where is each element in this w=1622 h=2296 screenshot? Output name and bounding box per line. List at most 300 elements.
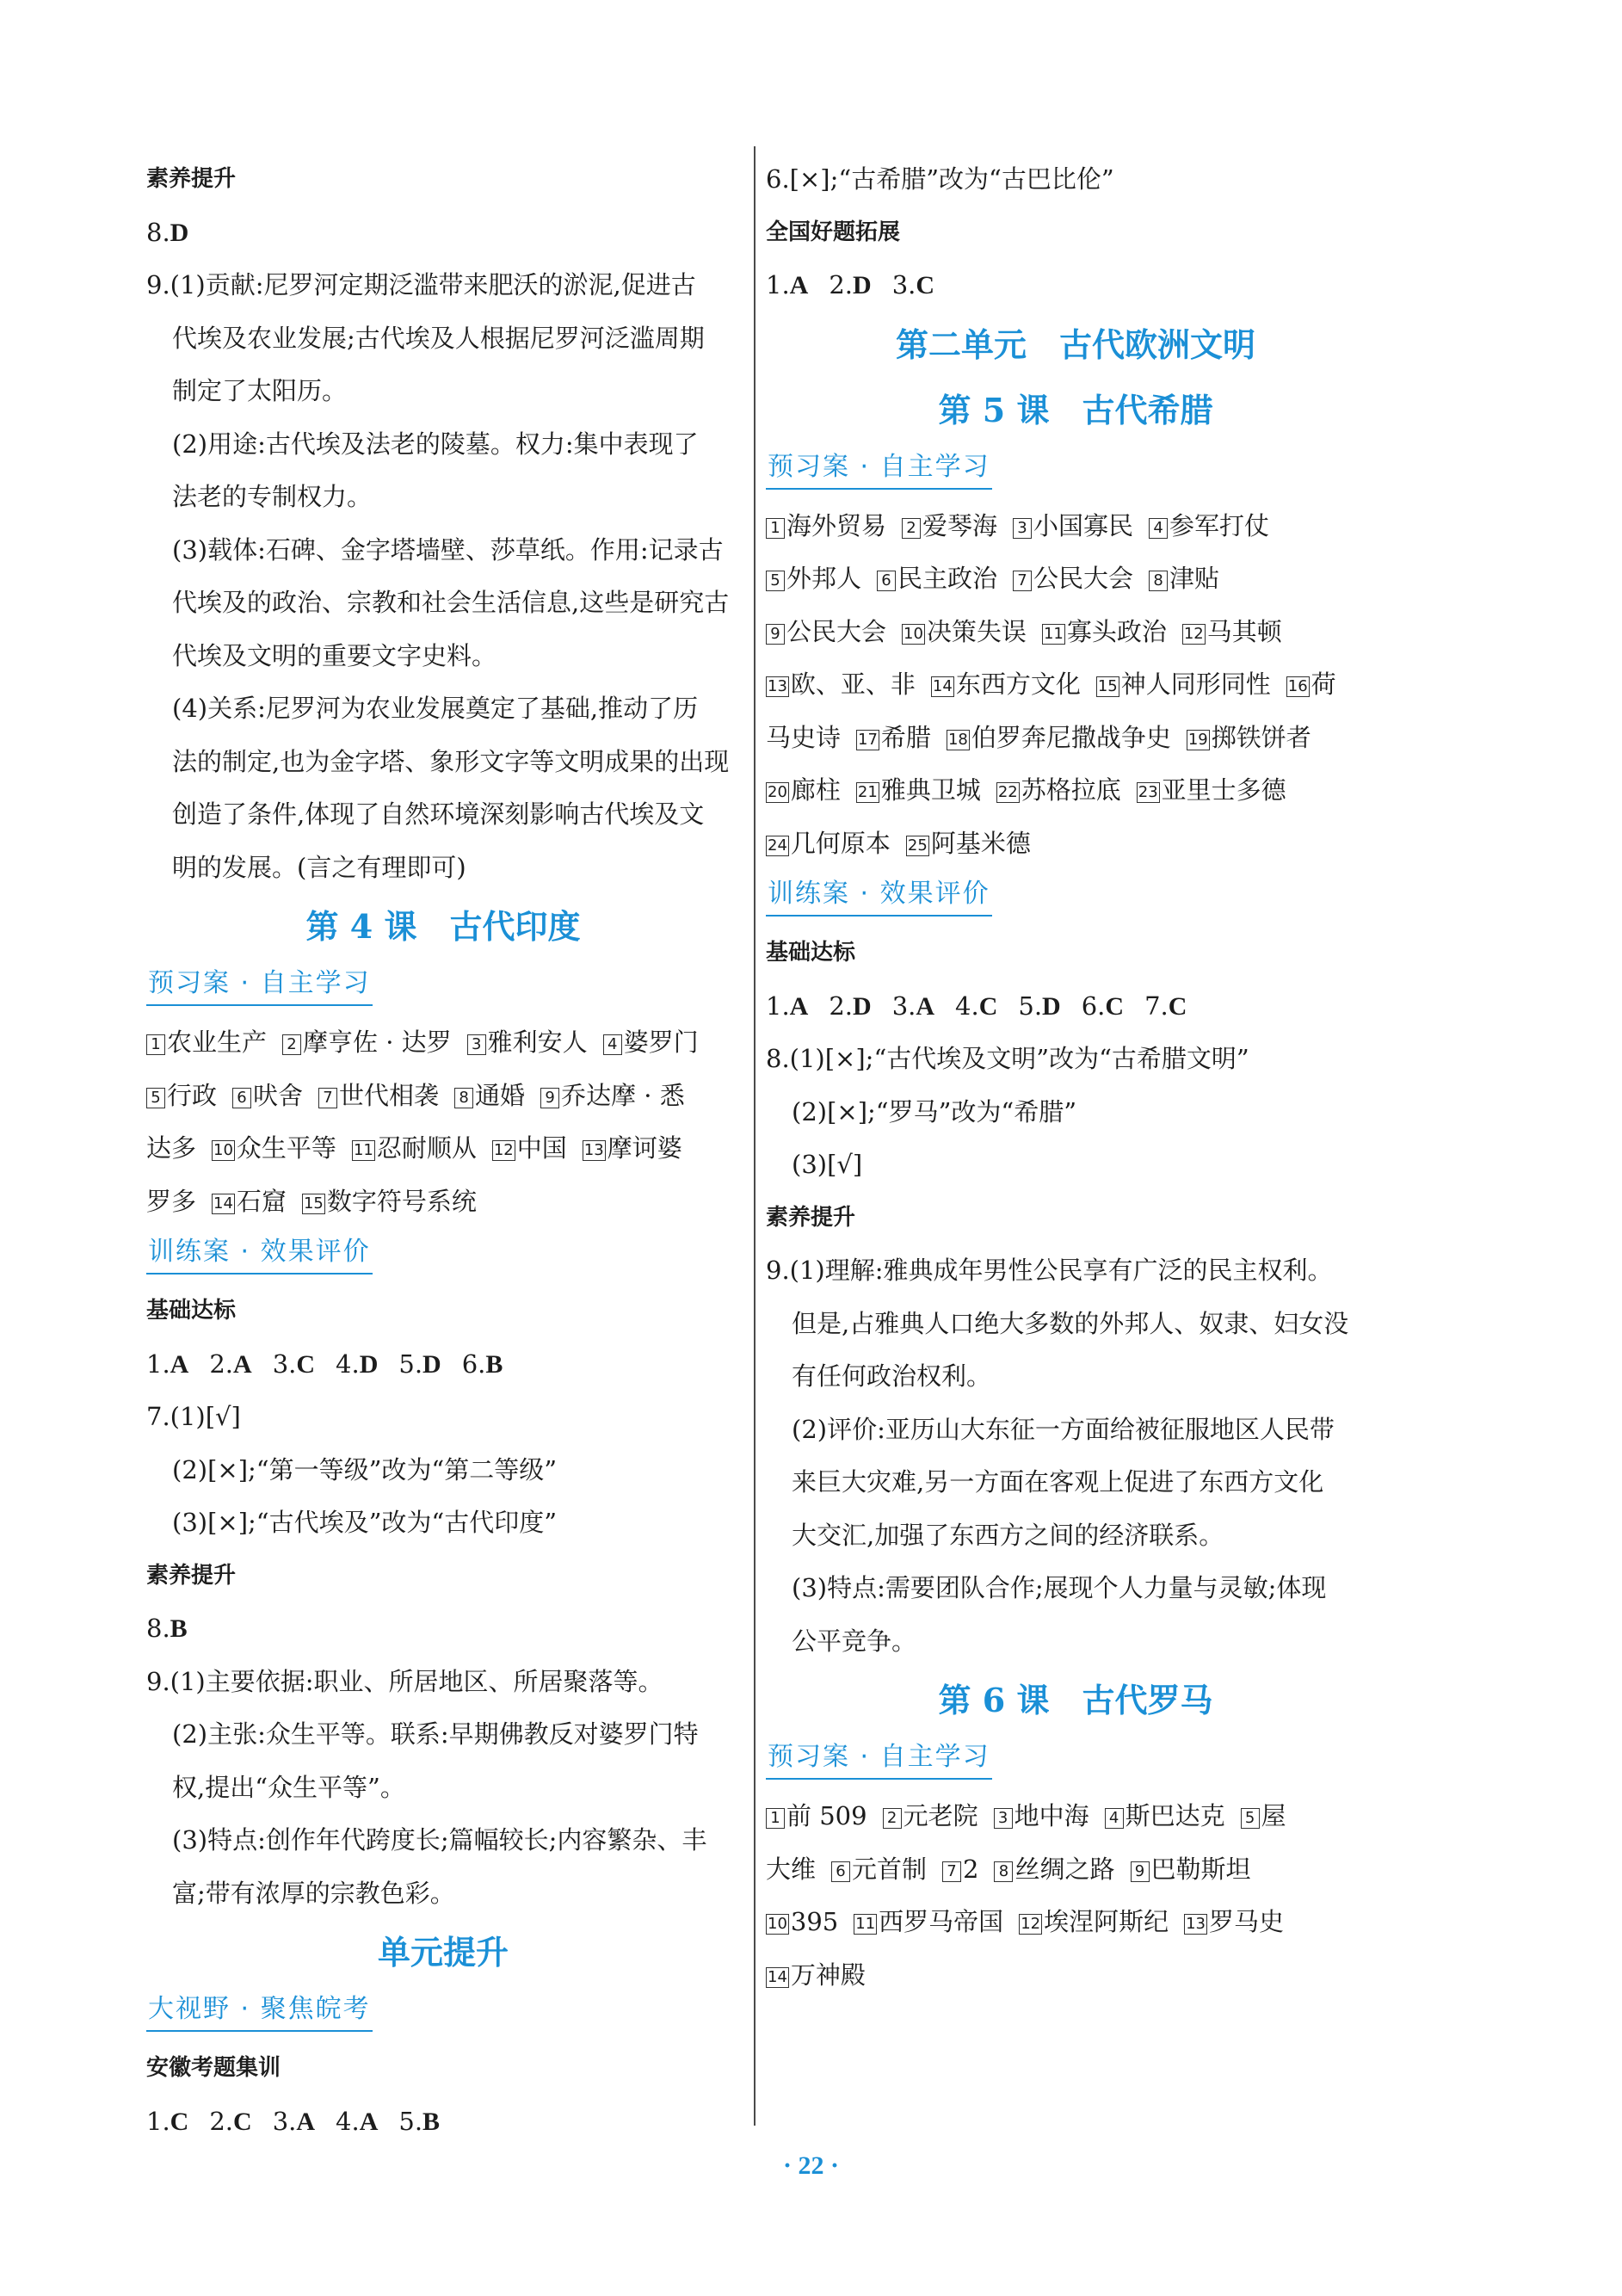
answer-line: 创造了条件,体现了自然环境深刻影响古代埃及文 <box>172 799 705 829</box>
answer-choice: B <box>485 1349 503 1379</box>
answer-line: 法的制定,也为金字塔、象形文字等文明成果的出现 <box>172 746 730 776</box>
answer-number: 7. <box>1144 991 1169 1021</box>
term-number-box: 2 <box>902 518 921 539</box>
term-item <box>467 1028 588 1057</box>
term-number-box: 6 <box>877 571 896 591</box>
subsection-heading: 基础达标 <box>766 940 856 966</box>
term-text: 摩诃婆 <box>607 1133 682 1163</box>
answer-line: 代埃及农业发展;古代埃及人根据尼罗河泛滥周期 <box>172 323 705 353</box>
answer-line: (3)特点:创作年代跨度长;篇幅较长;内容繁杂、丰 <box>172 1825 707 1855</box>
term-item <box>603 1028 699 1057</box>
answer-number: 3. <box>272 2106 297 2136</box>
answer-line: 法老的专制权力。 <box>172 482 373 511</box>
answer-item <box>892 980 934 1034</box>
answer-number: 5. <box>398 2106 423 2136</box>
answer-line: 来巨大灾难,另一方面在客观上促进了东西方文化 <box>792 1467 1324 1497</box>
answer-choice: C <box>233 2107 252 2136</box>
term-number-box: 6 <box>831 1861 850 1882</box>
answer-choice: D <box>853 271 872 299</box>
answer-item <box>892 259 934 312</box>
term-item <box>942 1855 978 1884</box>
term-item <box>232 1081 303 1110</box>
term-text: 小国寡民 <box>1033 510 1134 540</box>
term-number-box: 1 <box>766 1808 785 1829</box>
term-item <box>766 1960 866 1990</box>
terms-row <box>766 552 1385 606</box>
term-number-box: 4 <box>1105 1808 1124 1829</box>
answer-line: 7.(1)[√] <box>146 1402 241 1431</box>
term-number-box: 23 <box>1138 783 1158 801</box>
answer-line: 代埃及的政治、宗教和社会生活信息,这些是研究古 <box>172 588 730 617</box>
term-item <box>906 829 1031 858</box>
answer-line: (3)特点:需要团队合作;展现个人力量与灵敏;体现 <box>792 1573 1327 1602</box>
answer-choice: D <box>170 218 189 247</box>
term-number-box: 7 <box>1013 571 1032 591</box>
term-text: 斯巴达克 <box>1125 1801 1225 1830</box>
term-number-box: 3 <box>994 1808 1013 1829</box>
term-item <box>766 617 886 646</box>
term-number-box: 22 <box>997 783 1018 801</box>
term-text: 395 <box>790 1907 839 1936</box>
answer-line: 富;带有浓厚的宗教色彩。 <box>172 1878 455 1908</box>
subsection-heading: 素养提升 <box>766 1204 856 1231</box>
term-text: 马其顿 <box>1206 616 1282 646</box>
section-heading-label: 训练案 · 效果评价 <box>766 873 992 917</box>
term-text: 丝绸之路 <box>1015 1854 1115 1884</box>
terms-row <box>766 764 1385 818</box>
answer-item <box>829 980 871 1034</box>
choice-answers <box>146 2095 740 2149</box>
answer-item <box>1144 980 1187 1034</box>
term-number-box: 14 <box>213 1194 233 1213</box>
terms-row <box>766 500 1385 553</box>
term-number-box: 12 <box>1021 1915 1041 1933</box>
section-heading-label: 大视野 · 聚焦皖考 <box>146 1989 373 2032</box>
term-item <box>212 1187 287 1216</box>
term-item <box>1105 1801 1225 1830</box>
answer-choice: C <box>1105 991 1125 1021</box>
term-text: 廊柱 <box>790 775 841 805</box>
term-item <box>766 829 891 858</box>
answer-line: 9.(1)理解:雅典成年男性公民享有广泛的民主权利。 <box>766 1256 1333 1285</box>
answer-number: 3. <box>891 270 916 299</box>
section-heading-label: 训练案 · 效果评价 <box>146 1231 373 1275</box>
answer-line: 但是,占雅典人口绝大多数的外邦人、奴隶、妇女没 <box>792 1308 1349 1338</box>
section-heading-label: 预习案 · 自主学习 <box>766 447 992 490</box>
term-text: 吠舍 <box>253 1080 304 1110</box>
answer-number: 1. <box>766 991 790 1021</box>
left-column <box>146 153 740 2148</box>
answer-number: 3. <box>272 1349 297 1379</box>
choice-answers <box>766 259 1385 312</box>
answer-choice: C <box>170 2107 189 2136</box>
answer-item <box>336 2095 378 2149</box>
term-item <box>1013 564 1133 593</box>
term-number-box: 9 <box>1131 1861 1150 1882</box>
answer-choice: D <box>422 1349 441 1379</box>
term-number-box: 9 <box>540 1088 559 1108</box>
answer-line: (2)主张:众生平等。联系:早期佛教反对婆罗门特 <box>172 1719 699 1749</box>
term-text: 荷 <box>1311 670 1336 699</box>
term-item <box>877 564 997 593</box>
answer-item <box>146 1338 188 1392</box>
term-text: 乔达摩 · 悉 <box>561 1080 685 1110</box>
lesson-title: 第 5 课 古代希腊 <box>938 390 1213 429</box>
answer-item <box>336 1338 378 1392</box>
answer-line: 有任何政治权利。 <box>792 1361 992 1391</box>
answer-line: 制定了太阳历。 <box>172 376 348 405</box>
terms-row <box>766 1896 1385 1949</box>
answer-number: 4. <box>336 2106 360 2136</box>
right-column <box>766 153 1385 2002</box>
subsection-heading: 全国好题拓展 <box>766 219 901 245</box>
term-number-box: 18 <box>947 730 968 749</box>
answer-line: 公平竞争。 <box>792 1626 917 1656</box>
term-number-box: 21 <box>857 783 878 801</box>
answer-number: 1. <box>766 270 790 299</box>
lesson-title: 第 6 课 古代罗马 <box>938 1681 1213 1719</box>
term-item <box>1149 564 1219 593</box>
term-item <box>947 723 1171 752</box>
term-text: 掷铁饼者 <box>1211 722 1311 752</box>
term-text: 西罗马帝国 <box>879 1907 1004 1936</box>
section-heading <box>766 870 1385 927</box>
term-number-box: 4 <box>603 1034 622 1055</box>
term-number-box: 1 <box>766 518 785 539</box>
answer-number: 5. <box>1018 991 1043 1021</box>
term-text: 希腊 <box>880 722 931 752</box>
section-heading <box>146 1985 740 2042</box>
term-number-box: 3 <box>1013 518 1032 539</box>
answer-choice: B <box>422 2107 441 2136</box>
term-text: 几何原本 <box>790 828 891 858</box>
terms-row <box>766 1790 1385 1843</box>
answer-line: 明的发展。(言之有理即可) <box>172 852 466 882</box>
term-text: 地中海 <box>1014 1801 1089 1830</box>
term-item <box>931 670 1081 699</box>
term-item <box>766 511 886 540</box>
answer-choice: A <box>359 2107 379 2136</box>
term-number-box: 20 <box>768 783 787 801</box>
term-text: 雅利安人 <box>487 1028 588 1057</box>
term-item <box>883 1801 978 1830</box>
answer-item <box>273 2095 315 2149</box>
term-item <box>766 1801 867 1830</box>
answer-choice: A <box>916 991 935 1021</box>
section-heading <box>146 1228 740 1285</box>
term-text: 外邦人 <box>786 564 862 593</box>
section-heading-label: 预习案 · 自主学习 <box>766 1737 992 1780</box>
answer-item <box>766 980 808 1034</box>
answer-item <box>146 207 188 260</box>
term-text: 中国 <box>516 1133 567 1163</box>
term-item <box>282 1028 452 1057</box>
terms-row <box>766 1949 1385 2003</box>
term-item <box>1286 670 1336 699</box>
answer-item <box>462 1338 503 1392</box>
term-item <box>540 1081 685 1110</box>
answer-number: 6. <box>1081 991 1106 1021</box>
term-number-box: 15 <box>303 1194 324 1213</box>
term-text: 元首制 <box>852 1854 928 1884</box>
answer-number: 4. <box>336 1349 360 1379</box>
answer-item <box>398 2095 440 2149</box>
term-item <box>766 564 861 593</box>
subsection-heading: 基础达标 <box>146 1298 237 1324</box>
answer-choice: D <box>1042 991 1061 1021</box>
answer-choice: A <box>170 1349 189 1379</box>
column-divider <box>754 146 755 2126</box>
term-number-box: 12 <box>1183 624 1204 643</box>
term-text: 世代相袭 <box>339 1080 440 1110</box>
term-text: 阿基米德 <box>930 828 1031 858</box>
term-number-box: 8 <box>1149 571 1168 591</box>
term-number-box: 13 <box>1186 1915 1206 1933</box>
answer-item <box>1082 980 1124 1034</box>
answer-line: 9.(1)贡献:尼罗河定期泛滥带来肥沃的淤泥,促进古 <box>146 270 696 299</box>
terms-row <box>146 1122 740 1176</box>
subsection-heading: 安徽考题集训 <box>146 2055 281 2081</box>
term-item <box>352 1133 477 1163</box>
answer-number: 1. <box>146 1349 170 1379</box>
answer-line: 权,提出“众生平等”。 <box>172 1772 405 1802</box>
term-text: 雅典卫城 <box>880 775 981 805</box>
answer-line: 9.(1)主要依据:职业、所居地区、所居聚落等。 <box>146 1666 663 1696</box>
term-item <box>766 775 841 805</box>
term-text: 数字符号系统 <box>326 1186 477 1216</box>
term-item <box>1137 775 1286 805</box>
answer-line: (4)关系:尼罗河为农业发展奠定了基础,推动了历 <box>172 694 699 723</box>
answer-item <box>209 1338 251 1392</box>
term-item <box>1149 511 1269 540</box>
term-text: 公民大会 <box>1033 564 1134 593</box>
subsection-heading: 素养提升 <box>146 166 237 192</box>
answer-number: 6. <box>461 1349 486 1379</box>
choice-answers <box>146 1602 740 1656</box>
term-text: 众生平等 <box>236 1133 336 1163</box>
answer-number: 2. <box>829 991 854 1021</box>
term-number-box: 17 <box>858 730 878 749</box>
answer-choice: D <box>359 1349 379 1379</box>
answer-line: (3)载体:石碑、金字塔墙壁、莎草纸。作用:记录古 <box>172 534 724 565</box>
term-item <box>1184 1907 1284 1936</box>
term-text: 苏格拉底 <box>1021 775 1121 805</box>
term-text: 忍耐顺从 <box>376 1133 477 1163</box>
term-text: 罗马史 <box>1209 1907 1285 1936</box>
answer-line: 8.(1)[×];“古代埃及文明”改为“古希腊文明” <box>766 1044 1249 1073</box>
answer-choice: B <box>170 1614 188 1643</box>
term-item <box>902 617 1027 646</box>
answer-choice: A <box>789 271 809 299</box>
term-item <box>492 1133 567 1163</box>
term-number-box: 24 <box>768 836 787 855</box>
answer-number: 3. <box>891 991 916 1021</box>
term-text: 婆罗门 <box>623 1028 699 1057</box>
term-text: 民主政治 <box>897 564 998 593</box>
answer-line: 大交汇,加强了东西方之间的经济联系。 <box>792 1520 1224 1550</box>
answer-number: 2. <box>209 2106 234 2136</box>
term-item <box>1187 723 1311 752</box>
answer-number: 8. <box>146 1614 170 1643</box>
answer-item <box>146 2095 188 2149</box>
term-text: 决策失误 <box>926 616 1027 646</box>
term-number-box: 13 <box>768 677 787 695</box>
answer-number: 8. <box>146 217 170 247</box>
term-item <box>1042 617 1167 646</box>
term-number-box: 7 <box>318 1088 337 1108</box>
answer-item <box>955 980 997 1034</box>
section-heading <box>146 960 740 1016</box>
term-number-box: 4 <box>1149 518 1168 539</box>
term-text: 巴勒斯坦 <box>1150 1854 1251 1884</box>
term-item <box>1182 617 1282 646</box>
choice-answers <box>146 207 740 260</box>
term-text: 前 509 <box>786 1801 867 1830</box>
lesson-title: 第 4 课 古代印度 <box>305 907 581 946</box>
answer-line: (3)[×];“古代埃及”改为“古代印度” <box>172 1508 558 1537</box>
term-item <box>302 1187 477 1216</box>
answer-line: (2)[×];“罗马”改为“希腊” <box>792 1096 1077 1126</box>
answer-choice: A <box>296 2107 316 2136</box>
term-item <box>831 1855 927 1884</box>
answer-line: (3)[√] <box>792 1150 863 1179</box>
answer-item <box>209 2095 251 2149</box>
answer-number: 5. <box>398 1349 423 1379</box>
term-number-box: 14 <box>932 677 953 695</box>
term-item <box>766 670 916 699</box>
answer-line: (2)评价:亚历山大东征一方面给被征服地区人民带 <box>792 1414 1335 1444</box>
term-item <box>1096 670 1271 699</box>
term-number-box: 11 <box>353 1141 373 1159</box>
term-text: 寡头政治 <box>1066 616 1167 646</box>
answer-number: 4. <box>955 991 979 1021</box>
answer-choice: C <box>978 991 998 1021</box>
term-number-box: 11 <box>855 1915 876 1933</box>
answer-choice: A <box>233 1349 252 1379</box>
term-item <box>1013 511 1133 540</box>
term-text: 埃涅阿斯纪 <box>1044 1907 1169 1936</box>
term-item <box>766 1907 838 1936</box>
term-text: 海外贸易 <box>786 510 887 540</box>
term-number-box: 5 <box>1241 1808 1260 1829</box>
term-text: 公民大会 <box>786 616 887 646</box>
term-text: 津贴 <box>1169 564 1220 593</box>
term-number-box: 9 <box>766 624 785 645</box>
unit-title: 单元提升 <box>377 1934 509 1972</box>
term-number-box: 19 <box>1187 730 1208 749</box>
term-item <box>856 775 981 805</box>
terms-row <box>146 1176 740 1229</box>
term-number-box: 1 <box>146 1034 165 1055</box>
term-item <box>146 1028 267 1057</box>
term-text: 通婚 <box>475 1080 526 1110</box>
term-continuation: 大维 <box>766 1854 817 1884</box>
term-text: 万神殿 <box>790 1960 866 1990</box>
term-text: 屋 <box>1261 1801 1286 1830</box>
term-text: 东西方文化 <box>955 670 1081 699</box>
term-number-box: 15 <box>1097 677 1118 695</box>
unit-title: 第二单元 古代欧洲文明 <box>895 325 1255 364</box>
term-text: 亚里士多德 <box>1161 775 1286 805</box>
term-continuation: 达多 <box>146 1133 197 1163</box>
term-number-box: 5 <box>766 571 785 591</box>
answer-line: (2)[×];“第一等级”改为“第二等级” <box>172 1454 558 1484</box>
term-item <box>146 1081 217 1110</box>
term-number-box: 13 <box>583 1141 604 1159</box>
term-number-box: 10 <box>768 1915 787 1933</box>
term-number-box: 2 <box>282 1034 301 1055</box>
term-item <box>856 723 931 752</box>
answer-item <box>273 1338 315 1392</box>
term-item <box>854 1907 1003 1936</box>
term-item <box>212 1133 336 1163</box>
term-text: 元老院 <box>903 1801 978 1830</box>
answer-number: 2. <box>209 1349 234 1379</box>
term-number-box: 25 <box>907 836 928 855</box>
term-item <box>994 1855 1114 1884</box>
term-number-box: 14 <box>768 1967 787 1986</box>
term-number-box: 8 <box>994 1861 1013 1882</box>
term-number-box: 2 <box>883 1808 902 1829</box>
term-item <box>996 775 1121 805</box>
answer-line: (2)用途:古代埃及法老的陵墓。权力:集中表现了 <box>172 429 699 459</box>
answer-item <box>766 259 808 312</box>
answer-line: 6.[×];“古希腊”改为“古巴比伦” <box>766 164 1114 194</box>
term-continuation: 马史诗 <box>766 722 842 752</box>
term-text: 摩亨佐 · 达罗 <box>303 1028 452 1057</box>
page-number: · 22 · <box>782 2151 839 2180</box>
terms-row <box>146 1070 740 1123</box>
term-item <box>994 1801 1089 1830</box>
term-text: 石窟 <box>236 1186 287 1216</box>
answer-number: 1. <box>146 2106 170 2136</box>
choice-answers <box>766 980 1385 1034</box>
term-item <box>902 511 997 540</box>
term-item <box>318 1081 439 1110</box>
term-item <box>1241 1801 1286 1830</box>
answer-choice: A <box>789 991 809 1021</box>
term-number-box: 10 <box>904 624 923 643</box>
answer-choice: C <box>296 1349 316 1379</box>
term-item <box>1131 1855 1251 1884</box>
term-number-box: 16 <box>1287 677 1308 695</box>
term-number-box: 10 <box>213 1141 233 1159</box>
answer-line: 代埃及文明的重要文字史料。 <box>172 640 497 670</box>
section-heading <box>766 1733 1385 1790</box>
term-number-box: 7 <box>942 1861 961 1882</box>
term-number-box: 5 <box>146 1088 165 1108</box>
terms-row <box>766 1843 1385 1897</box>
term-text: 神人同形同性 <box>1120 670 1271 699</box>
subsection-heading: 素养提升 <box>146 1562 237 1589</box>
term-number-box: 12 <box>493 1141 514 1159</box>
answer-item <box>146 1602 188 1656</box>
term-item <box>1019 1907 1169 1936</box>
choice-answers <box>146 1338 740 1392</box>
answer-item <box>398 1338 441 1392</box>
answer-number: 2. <box>829 270 854 299</box>
answer-item <box>829 259 871 312</box>
term-text: 农业生产 <box>167 1028 268 1057</box>
term-number-box: 6 <box>232 1088 251 1108</box>
terms-row <box>146 1016 740 1070</box>
term-continuation: 罗多 <box>146 1186 197 1216</box>
answer-item <box>1018 980 1060 1034</box>
term-number-box: 8 <box>454 1088 473 1108</box>
term-item <box>454 1081 525 1110</box>
term-text: 2 <box>963 1854 979 1884</box>
terms-row <box>766 818 1385 871</box>
